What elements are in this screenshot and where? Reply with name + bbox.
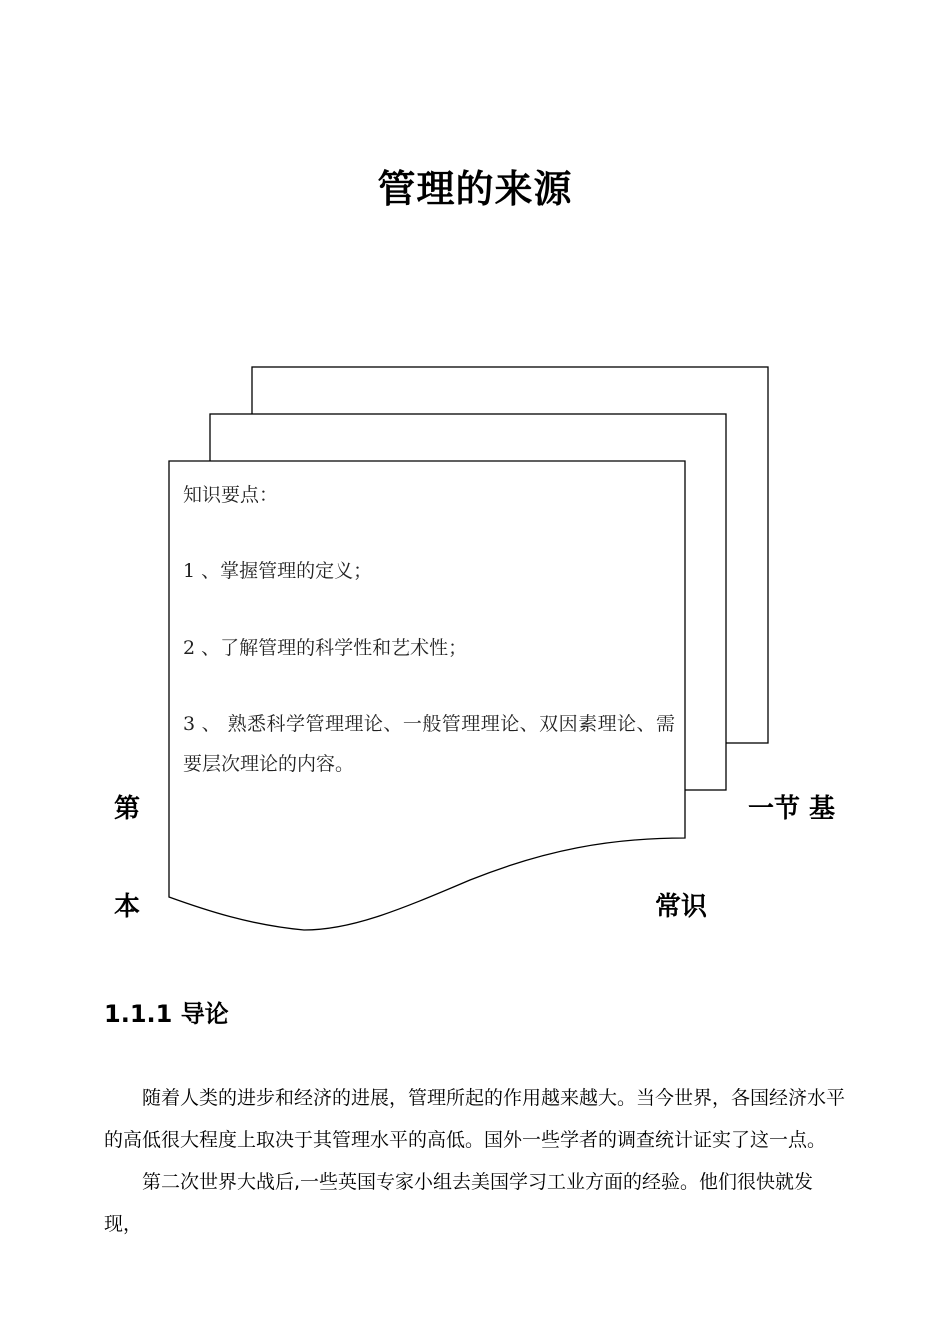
card-item-3: 3 、 熟悉科学管理理论、一般管理理论、双因素理论、需要层次理论的内容。	[183, 713, 675, 775]
front-sheet	[169, 461, 685, 930]
paragraph-2: 第二次世界大战后,一些英国专家小组去美国学习工业方面的经验。他们很快就发现，	[104, 1171, 814, 1235]
page-title: 管理的来源	[377, 167, 573, 211]
chapter-fragment-left-bottom: 本	[114, 892, 141, 922]
chapter-fragment-right-top: 一节 基	[748, 794, 836, 824]
paragraph-1: 随着人类的进步和经济的进展，管理所起的作用越来越大。当今世界，各国经济水平的高低很大程度上取决于其管理水平的高低。国外一些学者的调查统计证实了这一点。	[104, 1087, 846, 1151]
card-item-2: 2 、了解管理的科学性和艺术性；	[183, 637, 468, 659]
card-item-1: 1 、掌握管理的定义；	[183, 560, 373, 582]
card-heading: 知识要点：	[183, 484, 279, 506]
chapter-fragment-right-bottom: 常识	[655, 892, 708, 922]
chapter-fragment-left-top: 第	[114, 794, 141, 824]
section-heading: 1.1.1 导论	[104, 1000, 229, 1028]
